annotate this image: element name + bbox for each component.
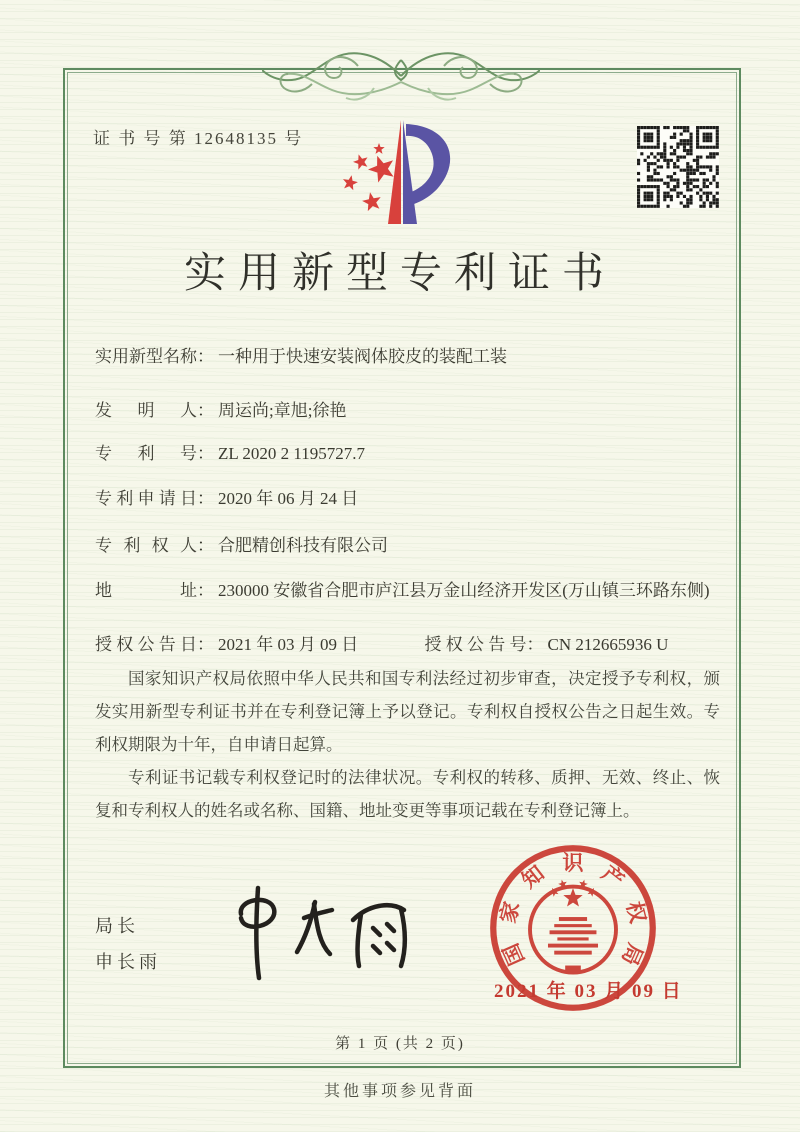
colon: ： [526,635,544,654]
legal-text-block [95,662,720,827]
grant-date-group [95,632,358,658]
field-label: 授权公告日 [95,635,197,654]
colon: ： [197,401,214,420]
field-label: 专利申请日 [95,489,197,508]
back-note: 其他事项参见背面 [323,1083,476,1100]
field-value: 2020 年 06 月 24 日 [218,489,359,508]
field-label: 专利权人 [95,536,197,555]
colon: ： [197,635,214,654]
colon: ： [197,536,214,555]
field-value: 230000 安徽省合肥市庐江县万金山经济开发区(万山镇三环路东侧) [218,581,710,600]
field-value: 2021 年 03 月 09 日 [218,635,359,654]
field-value: CN 212665936 U [547,635,669,654]
director-name: 申长雨 [95,952,161,972]
certificate-title: 实用新型专利证书 [183,251,616,297]
cnipa-logo-icon [330,112,476,232]
svg-text:知: 知 [517,860,549,893]
svg-text:国: 国 [498,939,530,969]
national-emblem-icon [530,880,616,973]
colon: ： [197,444,214,463]
field-row-patent-number [95,441,725,467]
certificate-number: 证 书 号 第 12648135 号 [93,129,304,148]
field-row-patentee [95,533,725,559]
field-label: 专利号 [95,444,197,463]
svg-text:权: 权 [621,899,651,926]
field-value: 合肥精创科技有限公司 [218,536,388,555]
svg-text:局: 局 [616,939,648,969]
field-row-address [95,578,725,604]
colon: ： [197,581,214,600]
seal-date: 2021 年 03 月 09 日 [494,981,683,1002]
field-value: 一种用于快速安装阀体胶皮的装配工装 [218,347,507,366]
field-value: 周运尚;章旭;徐艳 [218,401,347,420]
grant-number-group [425,632,669,658]
legal-paragraph-grant: 国家知识产权局依照中华人民共和国专利法经过初步审查，决定授予专利权，颁发实用新型专利证书并在专利登记簿上予以登记。专利权自授权公告之日起生效。专利权期限为十年，自申请日起算。 [95,669,720,754]
field-row-invention-name [95,344,725,370]
colon: ： [197,347,214,366]
qr-code [637,126,719,208]
field-label: 实用新型名称 [95,347,197,366]
svg-text:识: 识 [562,851,584,876]
field-label: 地址 [95,581,197,600]
page-number: 第 1 页 (共 2 页) [335,1036,465,1052]
field-row-filing-date [95,486,725,512]
director-signature [218,872,433,990]
svg-text:产: 产 [597,860,629,893]
field-row-inventors [95,398,725,424]
field-label: 发明人 [95,401,197,420]
svg-text:家: 家 [495,899,525,926]
field-label: 授权公告号 [424,635,527,654]
director-title: 局长 [95,916,139,936]
legal-paragraph-register: 专利证书记载专利权登记时的法律状况。专利权的转移、质押、无效、终止、恢复和专利权人的姓名或名称、国籍、地址变更等事项记载在专利登记簿上。 [95,768,720,820]
top-ornament-flourish-icon [262,36,540,112]
field-value: ZL 2020 2 1195727.7 [218,444,366,463]
field-row-grant-announcement [95,632,725,658]
colon: ： [197,489,214,508]
